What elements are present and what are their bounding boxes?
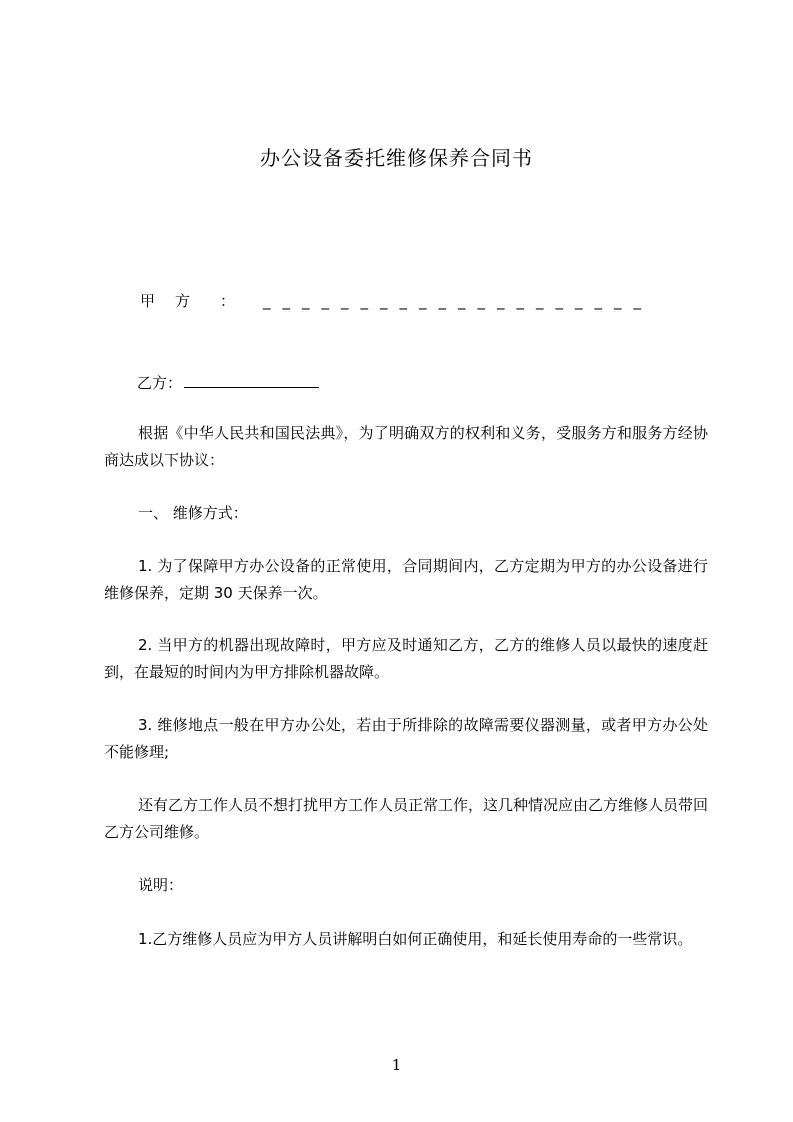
- section-heading-maintenance: 一、 维修方式：: [138, 504, 248, 522]
- party-b-label: 乙方：: [137, 374, 183, 392]
- clause-3: 3. 维修地点一般在甲方办公处，若由于所排除的故障需要仪器测量，或者甲方办公处不能修理;: [104, 716, 708, 761]
- clause-1: 1. 为了保障甲方办公设备的正常使用，合同期间内，乙方定期为甲方的办公设备进行维修保养，定期 30 天保养一次。: [104, 557, 708, 602]
- party-a-colon: ：: [220, 292, 236, 310]
- notes-heading: 说明：: [138, 876, 184, 894]
- page-number: 1: [391, 1056, 402, 1074]
- party-b-line: [137, 371, 319, 393]
- document-title: 办公设备委托维修保养合同书: [260, 146, 533, 170]
- party-a-label: 甲方: [140, 292, 211, 310]
- clause-2: 2. 当甲方的机器出现故障时，甲方应及时通知乙方，乙方的维修人员以最快的速度赶到，在最短的时间内为甲方排除机器故障。: [104, 636, 708, 681]
- clause-3-continued: 还有乙方工作人员不想打扰甲方工作人员正常工作，这几种情况应由乙方维修人员带回乙方公司维修。: [104, 796, 709, 841]
- note-1: 1.乙方维修人员应为甲方人员讲解明白如何正确使用，和延长使用寿命的一些常识。: [138, 930, 693, 948]
- party-b-blank: [184, 371, 319, 388]
- party-a-blank: ____________________: [263, 292, 654, 310]
- preamble-paragraph: 根据《中华人民共和国民法典》，为了明确双方的权利和义务，受服务方和服务方经协商达成以下协议：: [104, 424, 708, 469]
- party-a-line: [140, 290, 710, 311]
